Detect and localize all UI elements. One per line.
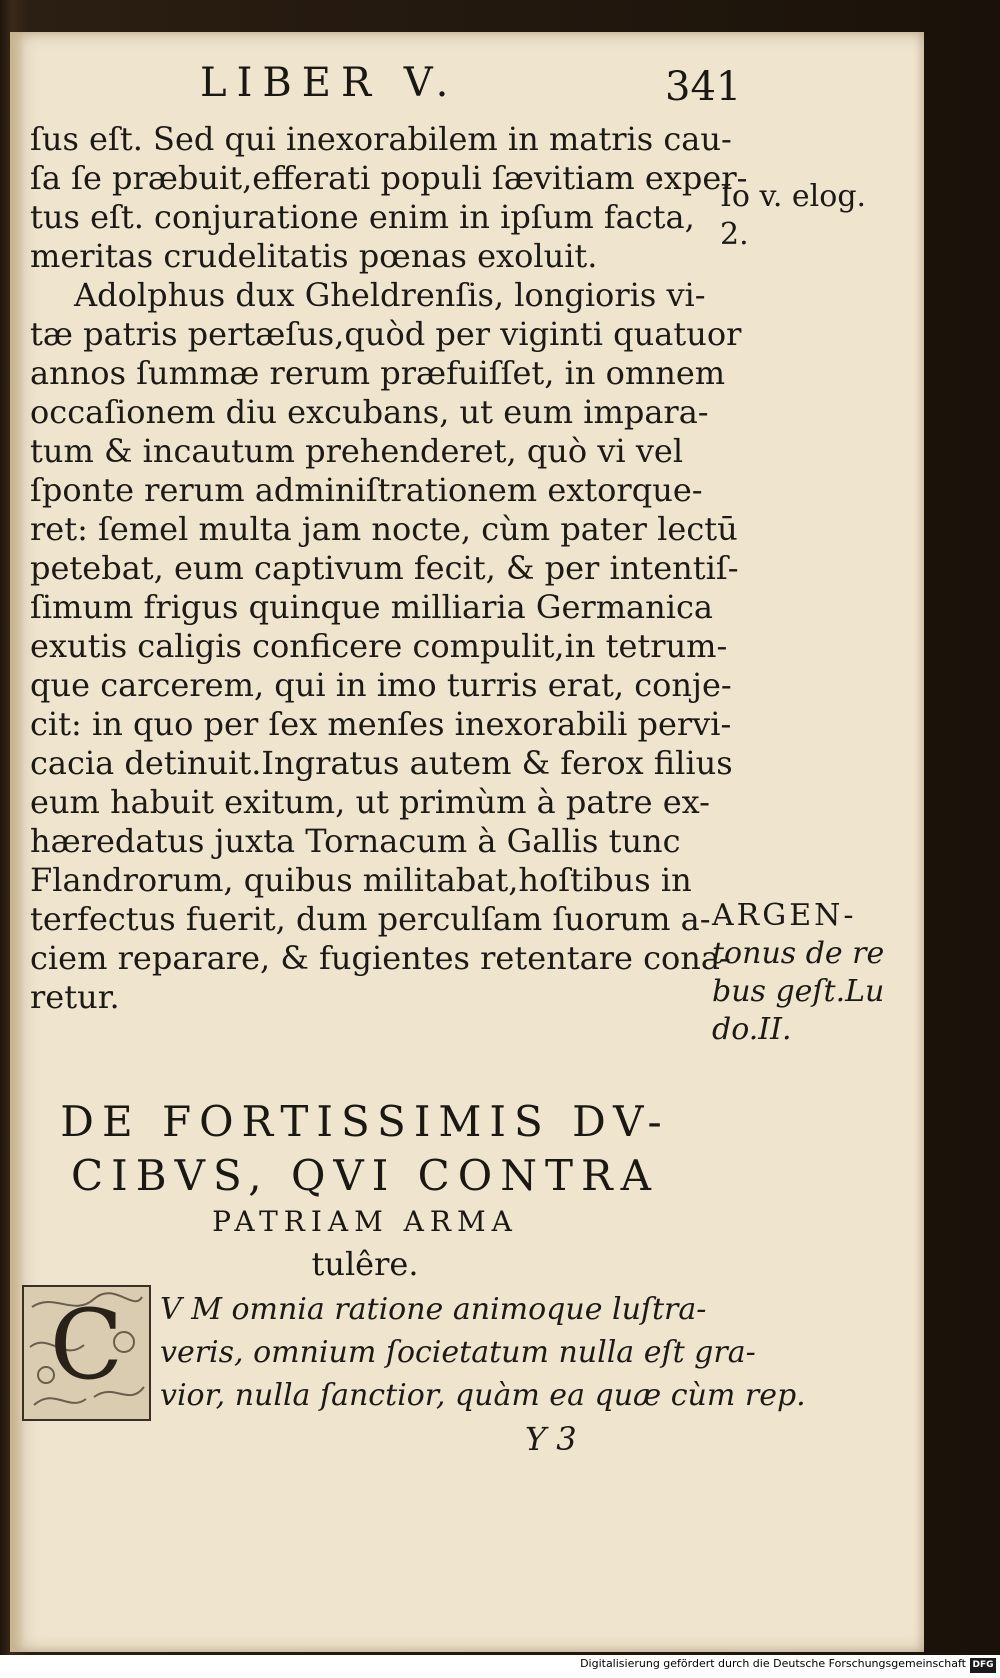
- section-heading: [20, 1095, 710, 1287]
- marginal-line: 2.: [720, 217, 749, 252]
- body-line: cit: in quo per ſex menſes inexorabili pervi-: [30, 705, 732, 743]
- marginal-note-jovius: [720, 178, 866, 254]
- decorated-initial: [22, 1285, 151, 1421]
- body-line: ſa ſe præbuit,efferati populi ſævitiam exper-: [30, 159, 748, 197]
- body-line: Adolphus dux Gheldrenſis, longioris vi-: [74, 276, 706, 314]
- page-number: 341: [665, 64, 742, 110]
- body-line: ſus eſt. Sed qui inexorabilem in matris cau-: [30, 120, 732, 158]
- body-line: ſponte rerum adminiſtrationem extorque-: [30, 471, 703, 509]
- footer-bar: [0, 1655, 1000, 1678]
- body-line: ciem reparare, & fugientes retentare cona-: [30, 939, 731, 977]
- italic-line: V M omnia ratione animoque luſtra-: [160, 1292, 707, 1327]
- italic-line: vior, nulla ſanctior, quàm ea quæ cùm rep.: [160, 1378, 806, 1413]
- body-line: petebat, eum captivum fecit, & per intentiſ-: [30, 549, 739, 587]
- dfg-logo: DFG: [970, 1658, 996, 1673]
- marginal-note-argentonus: [712, 897, 884, 1049]
- body-line: ſimum frigus quinque milliaria Germanica: [30, 588, 713, 626]
- body-line: tum & incautum prehenderet, quò vi vel: [30, 432, 684, 470]
- body-line: tæ patris pertæſus,quòd per viginti quatuor: [30, 315, 742, 353]
- heading-line: tulêre.: [311, 1245, 419, 1283]
- signature-mark: Y 3: [525, 1420, 577, 1458]
- body-line: meritas crudelitatis pœnas exoluit.: [30, 237, 598, 275]
- marginal-line: Io v. elog.: [720, 179, 867, 214]
- marginal-line: ARGEN-: [712, 898, 857, 933]
- body-line: retur.: [30, 978, 120, 1016]
- marginal-line: do.II.: [712, 1012, 792, 1047]
- body-line: ret: ſemel multa jam nocte, cùm pater lectū: [30, 510, 738, 548]
- marginal-line: bus geſt.Lu: [712, 974, 885, 1009]
- body-line: Flandrorum, quibus militabat,hoſtibus in: [30, 861, 692, 899]
- italic-line: veris, omnium ſocietatum nulla eſt gra-: [160, 1335, 756, 1370]
- body-text: [30, 120, 748, 1017]
- marginal-line: tonus de re: [712, 936, 885, 971]
- body-line: exutis caligis conficere compulit,in tetrum-: [30, 627, 728, 665]
- heading-line: DE FORTISSIMIS DV-: [60, 1097, 670, 1146]
- heading-line: CIBVS, QVI CONTRA: [71, 1151, 659, 1200]
- running-head: LIBER V.: [200, 60, 459, 106]
- footer-credit: Digitalisierung gefördert durch die Deutsche Forschungsgemeinschaft: [580, 1657, 966, 1670]
- body-line: annos ſummæ rerum præfuiſſet, in omnem: [30, 354, 726, 392]
- body-line: eum habuit exitum, ut primùm à patre ex-: [30, 783, 710, 821]
- opening-paragraph: [160, 1288, 806, 1417]
- body-line: que carcerem, qui in imo turris erat, conje-: [30, 666, 732, 704]
- heading-line: PATRIAM ARMA: [212, 1205, 518, 1238]
- body-line: cacia detinuit.Ingratus autem & ferox filius: [30, 744, 733, 782]
- body-line: hæredatus juxta Tornacum à Gallis tunc: [30, 822, 681, 860]
- body-line: tus eſt. conjuratione enim in ipſum facta,: [30, 198, 695, 236]
- body-line: terfectus fuerit, dum perculſam ſuorum a-: [30, 900, 711, 938]
- initial-letter: C: [49, 1289, 124, 1401]
- body-line: occaſionem diu excubans, ut eum impara-: [30, 393, 709, 431]
